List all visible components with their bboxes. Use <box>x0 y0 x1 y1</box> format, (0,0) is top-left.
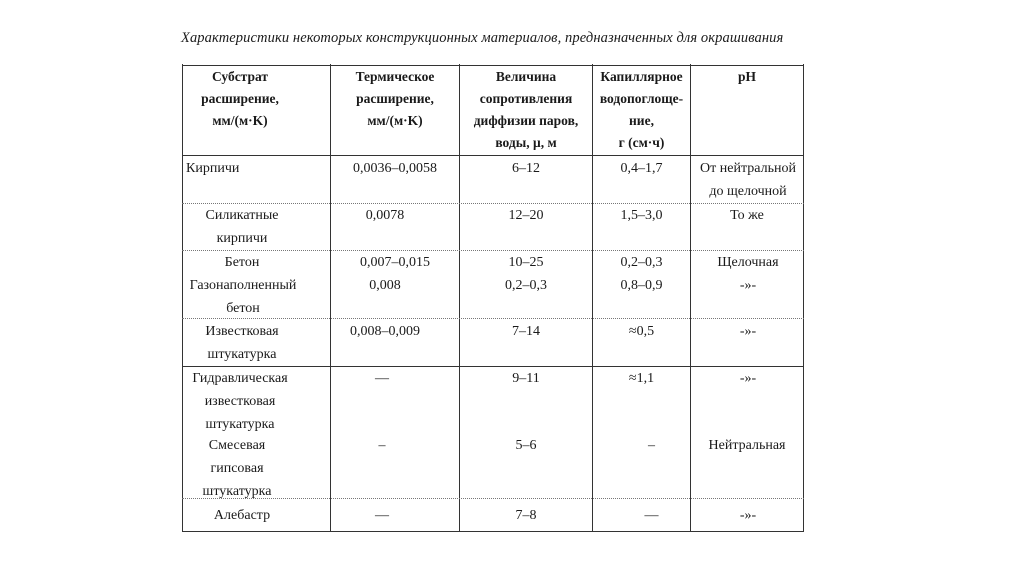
cell-absorption: – <box>648 438 655 453</box>
column-divider <box>330 64 331 532</box>
cell-mu: 0,2–0,3 <box>505 278 547 293</box>
table-border-right <box>803 64 804 532</box>
cell-material: Известковая штукатурка <box>205 324 279 362</box>
cell-expansion: – <box>378 438 386 453</box>
cell-expansion: 0,0036–0,0058 <box>353 161 437 176</box>
header-vapor-resistance: Величина сопротивления диффизии паров, воды, μ, м <box>473 69 579 150</box>
cell-expansion: — <box>375 508 389 523</box>
cell-material: Гидравлическая известковая штукатурка <box>192 371 288 432</box>
cell-mu: 6–12 <box>512 161 540 176</box>
cell-mu: 12–20 <box>508 208 544 223</box>
cell-expansion: 0,0078 <box>365 208 405 223</box>
cell-absorption: — <box>644 508 659 523</box>
cell-ph: То же <box>730 208 764 223</box>
column-divider <box>592 64 593 532</box>
cell-ph: -»- <box>739 371 757 386</box>
cell-expansion: 0,008 <box>369 278 401 293</box>
cell-expansion: — <box>375 371 389 386</box>
header-ph: pH <box>737 69 756 84</box>
header-substrate: Субстрат расширение, мм/(м·K) <box>201 69 279 128</box>
cell-absorption: 0,8–0,9 <box>620 278 663 293</box>
cell-mu: 7–8 <box>515 508 537 523</box>
cell-absorption: 0,2–0,3 <box>620 255 663 270</box>
cell-material: Алебастр <box>213 508 271 523</box>
cell-expansion: 0,007–0,015 <box>360 255 430 270</box>
header-capillary-absorption: Капиллярное водопоглоще- ние, г (см·ч) <box>599 69 684 150</box>
header-divider <box>182 155 804 156</box>
cell-material: Кирпичи <box>186 161 240 176</box>
cell-absorption: ≈0,5 <box>628 324 655 339</box>
cell-mu: 10–25 <box>508 255 544 270</box>
cell-ph: -»- <box>739 508 757 523</box>
column-divider <box>690 64 691 532</box>
cell-absorption: 0,4–1,7 <box>620 161 663 176</box>
cell-ph: Щелочная <box>717 255 779 270</box>
cell-material: Смесевая гипсовая штукатурка <box>202 438 272 499</box>
cell-absorption: 1,5–3,0 <box>620 208 663 223</box>
cell-material: Бетон <box>224 255 260 270</box>
cell-material: Газонаполненный бетон <box>189 278 297 316</box>
column-divider <box>459 64 460 532</box>
cell-ph: От нейтральной до щелочной <box>700 161 796 199</box>
table-border-bottom <box>182 531 804 532</box>
table-caption: Характеристики некоторых конструкционных материалов, предназначенных для окрашивания <box>181 30 784 46</box>
cell-mu: 7–14 <box>512 324 540 339</box>
cell-mu: 9–11 <box>512 371 540 386</box>
cell-ph: -»- <box>739 278 757 293</box>
header-thermal-expansion: Термическое расширение, мм/(м·K) <box>355 69 435 128</box>
cell-ph: Нейтральная <box>708 438 786 453</box>
cell-material: Силикатные кирпичи <box>205 208 279 246</box>
cell-mu: 5–6 <box>515 438 537 453</box>
cell-absorption: ≈1,1 <box>628 371 655 386</box>
cell-expansion: 0,008–0,009 <box>350 324 420 339</box>
cell-ph: -»- <box>739 324 757 339</box>
